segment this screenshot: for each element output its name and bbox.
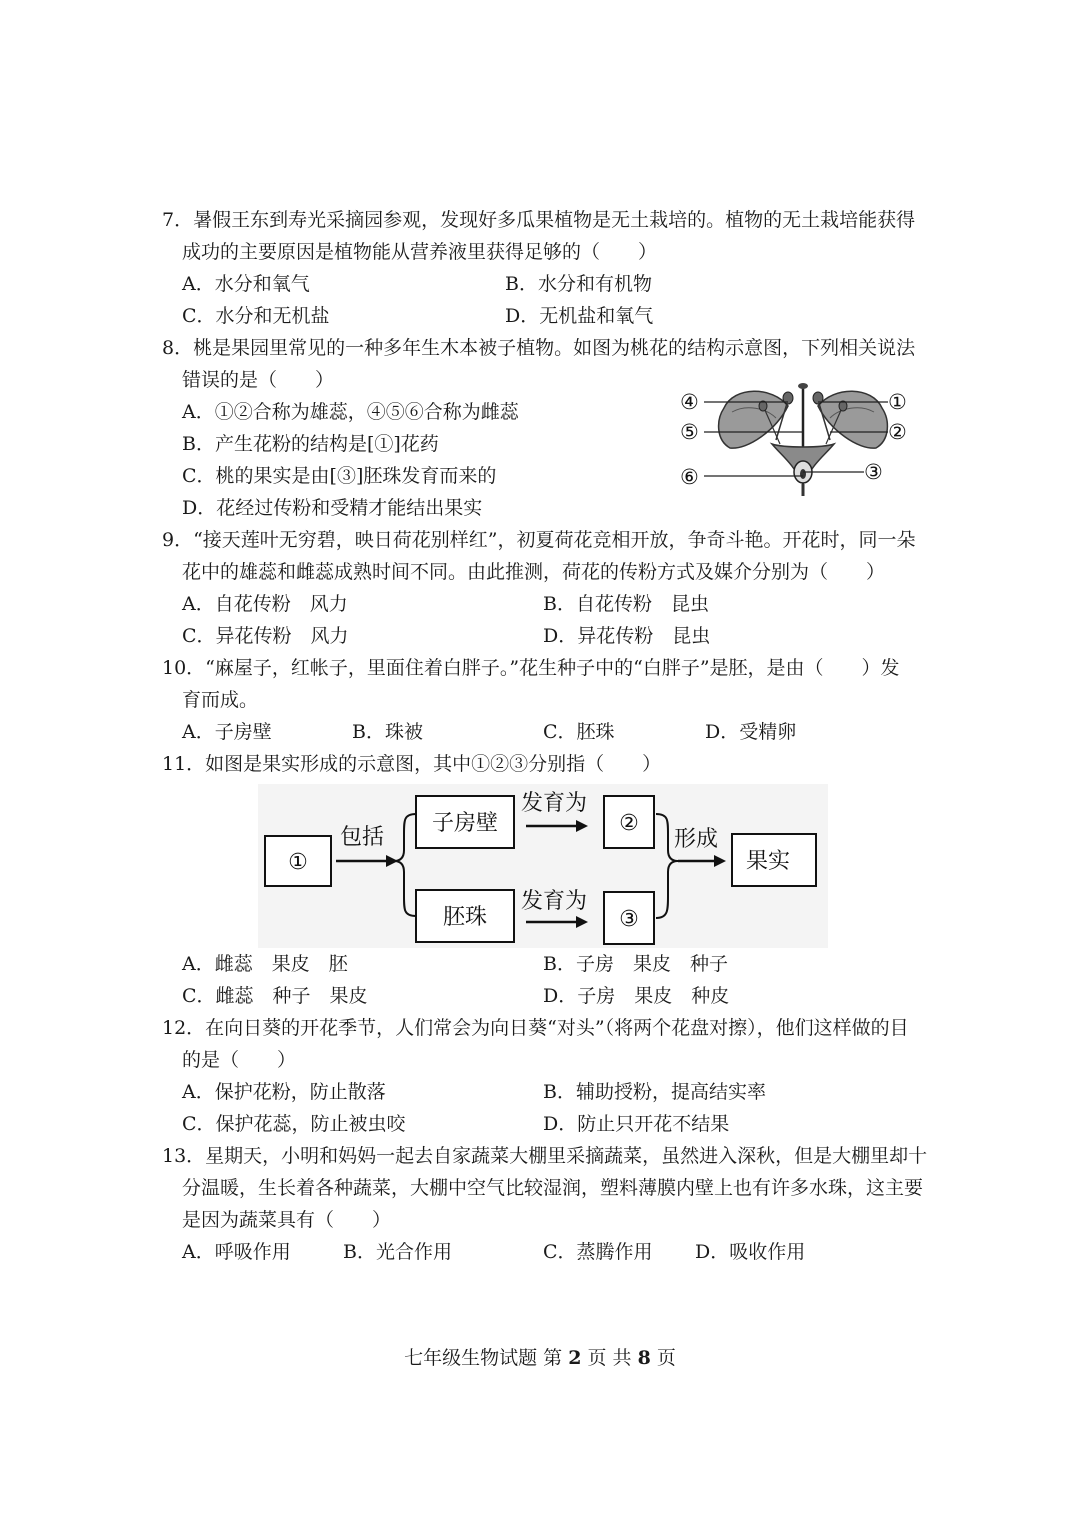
diagram-ovary-wall-label: 子房壁 <box>431 811 499 836</box>
peach-flower-figure <box>676 378 916 498</box>
diagram-ovule-label: 胚珠 <box>442 905 488 930</box>
q11-option-a: A．雌蕊 果皮 胚 <box>182 953 348 975</box>
q8-line1: 8．桃是果园里常见的一种多年生木本被子植物。如图为桃花的结构示意图，下列相关说法 <box>162 337 916 359</box>
flower-label-3: ③ <box>864 460 883 484</box>
q7-option-a: A．水分和氧气 <box>182 273 310 295</box>
flower-label-2: ② <box>888 420 907 444</box>
q13-line3: 是因为蔬菜具有（ ） <box>182 1209 392 1231</box>
q10-option-a: A．子房壁 <box>182 721 272 743</box>
q11-line1: 11．如图是果实形成的示意图，其中①②③分别指（ ） <box>162 753 662 775</box>
diagram-develop-label-1: 发育为 <box>520 791 588 816</box>
q8-option-d: D．花经过传粉和受精才能结出果实 <box>182 497 483 519</box>
q10-option-d: D．受精卵 <box>705 721 797 743</box>
diagram-fruit-label: 果实 <box>745 849 791 874</box>
q13-option-a: A．呼吸作用 <box>182 1241 291 1263</box>
footer-page-number: 2 <box>568 1347 582 1369</box>
q7-line2: 成功的主要原因是植物能从营养液里获得足够的（ ） <box>182 241 658 263</box>
q7-option-b: B．水分和有机物 <box>505 273 652 295</box>
footer-total-pages: 8 <box>637 1347 651 1369</box>
q9-line2: 花中的雄蕊和雌蕊成熟时间不同。由此推测，荷花的传粉方式及媒介分别为（ ） <box>182 561 886 583</box>
q12-option-a: A．保护花粉，防止散落 <box>182 1081 386 1103</box>
q13-option-c: C．蒸腾作用 <box>543 1241 653 1263</box>
diagram-box-3-label: ③ <box>619 907 639 932</box>
q12-option-c: C．保护花蕊，防止被虫咬 <box>182 1113 406 1135</box>
q12-line2: 的是（ ） <box>182 1049 297 1071</box>
q8-option-a: A．①②合称为雄蕊，④⑤⑥合称为雌蕊 <box>182 401 519 423</box>
footer-prefix: 七年级生物试题 第 <box>404 1347 569 1369</box>
q10-line1: 10．“麻屋子，红帐子，里面住着白胖子。”花生种子中的“白胖子”是胚，是由（ ）发 <box>162 657 900 679</box>
q9-option-b: B．自花传粉 昆虫 <box>543 593 709 615</box>
q13-line1: 13．星期天，小明和妈妈一起去自家蔬菜大棚里采摘蔬菜，虽然进入深秋，但是大棚里却十 <box>162 1145 928 1167</box>
diagram-box-2-label: ② <box>619 811 639 836</box>
flower-label-6: ⑥ <box>680 465 699 489</box>
q9-option-c: C．异花传粉 风力 <box>182 625 349 647</box>
q7-line1: 7．暑假王东到寿光采摘园参观，发现好多瓜果植物是无土栽培的。植物的无土栽培能获得 <box>162 209 916 231</box>
flower-label-5: ⑤ <box>680 420 699 444</box>
q12-line1: 12．在向日葵的开花季节，人们常会为向日葵“对头”（将两个花盘对擦），他们这样做的目 <box>162 1017 909 1039</box>
q11-option-b: B．子房 果皮 种子 <box>543 953 728 975</box>
q13-option-b: B．光合作用 <box>343 1241 452 1263</box>
q13-option-d: D．吸收作用 <box>695 1241 806 1263</box>
q9-line1: 9．“接天莲叶无穷碧，映日荷花别样红”，初夏荷花竞相开放，争奇斗艳。开花时，同一朵 <box>162 529 916 551</box>
q8-option-c: C．桃的果实是由[③]胚珠发育而来的 <box>182 465 497 487</box>
q8-line2: 错误的是（ ） <box>182 369 335 391</box>
diagram-develop-label-2: 发育为 <box>520 889 588 914</box>
q7-option-c: C．水分和无机盐 <box>182 305 330 327</box>
footer-middle: 页 共 <box>581 1347 638 1369</box>
diagram-form-label: 形成 <box>673 827 719 852</box>
q9-option-d: D．异花传粉 昆虫 <box>543 625 711 647</box>
q11-option-d: D．子房 果皮 种皮 <box>543 985 730 1007</box>
q12-option-b: B．辅助授粉，提高结实率 <box>543 1081 766 1103</box>
q13-line2: 分温暖，生长着各种蔬菜，大棚中空气比较湿润，塑料薄膜内壁上也有许多水珠，这主要 <box>182 1177 924 1199</box>
q8-option-b: B．产生花粉的结构是[①]花药 <box>182 433 439 455</box>
flower-label-1: ① <box>888 390 907 414</box>
diagram-box-1-label: ① <box>288 850 308 875</box>
footer-suffix: 页 <box>650 1347 676 1369</box>
page-footer <box>0 1346 1080 1370</box>
fruit-formation-diagram <box>258 784 828 948</box>
q9-option-a: A．自花传粉 风力 <box>182 593 348 615</box>
diagram-include-label: 包括 <box>339 825 385 850</box>
q12-option-d: D．防止只开花不结果 <box>543 1113 730 1135</box>
q10-line2: 育而成。 <box>182 689 259 711</box>
flower-label-4: ④ <box>680 390 699 414</box>
q11-option-c: C．雌蕊 种子 果皮 <box>182 985 368 1007</box>
q10-option-c: C．胚珠 <box>543 721 615 743</box>
q10-option-b: B．珠被 <box>352 721 423 743</box>
q7-option-d: D．无机盐和氧气 <box>505 305 654 327</box>
